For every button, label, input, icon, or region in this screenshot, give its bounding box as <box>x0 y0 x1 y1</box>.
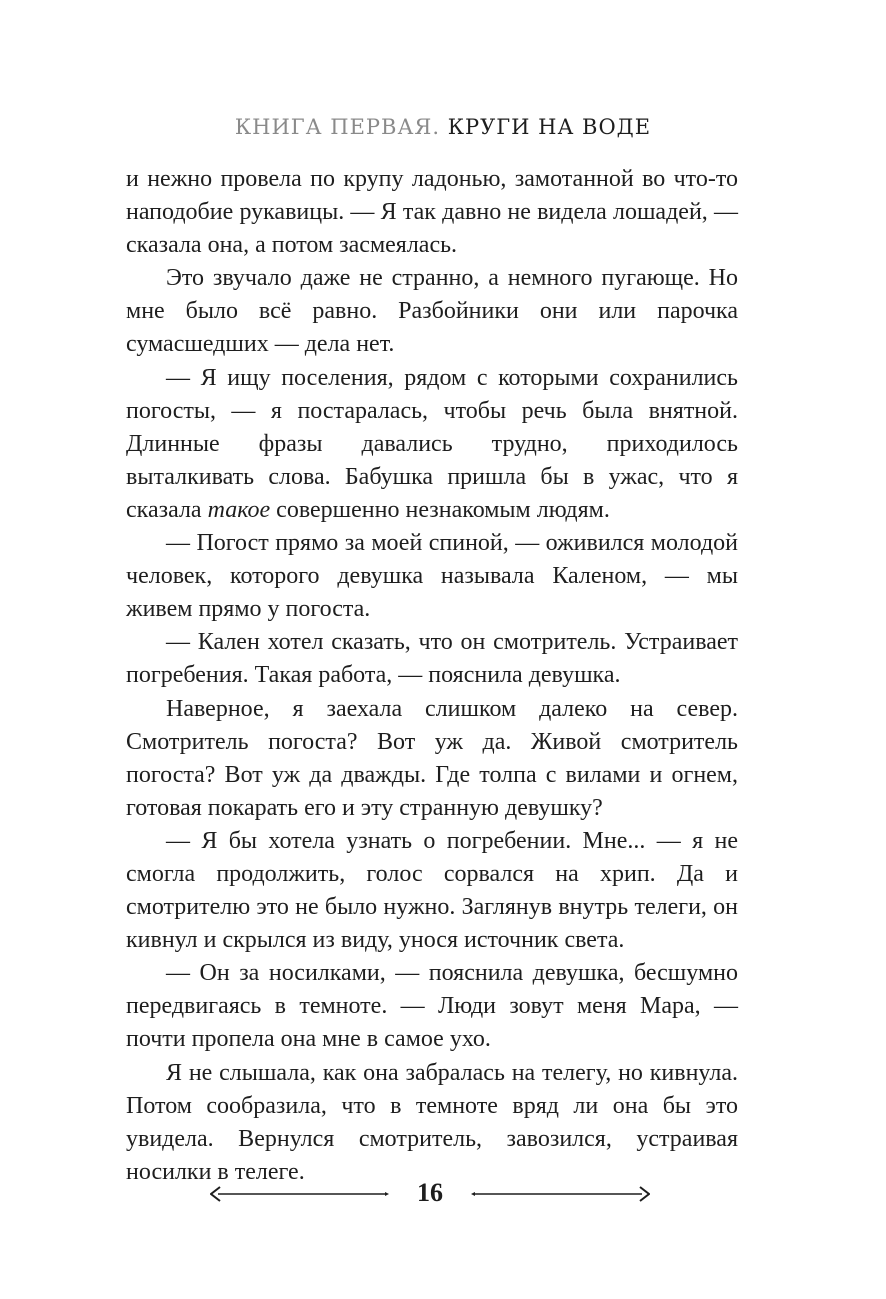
paragraph-text: — Я ищу поселения, рядом с которыми сохранились погосты, — я постаралась, чтобы речь была внятной. Длинные фразы давались трудно, приходилось выталкивать слова. Бабушка пришла бы в ужас, что я сказала <box>126 364 738 523</box>
paragraph: — Кален хотел сказать, что он смотритель. Устраивает погребения. Такая работа, — пояснила девушка. <box>126 629 738 689</box>
paragraph <box>126 362 738 527</box>
paragraph: — Он за носилками, — пояснила девушка, бесшумно передвигаясь в темноте. — Люди зовут меня Мара, — почти пропела она мне в самое ухо. <box>126 960 738 1053</box>
emphasis-text: такое <box>207 496 271 523</box>
paragraph: Наверное, я заехала слишком далеко на север. Смотритель погоста? Вот уж да. Живой смотритель погоста? Вот уж да дважды. Где толпа с вилами и огнем, готовая покарать его и эту странную девушку? <box>126 695 738 821</box>
paragraph: — Я бы хотела узнать о погребении. Мне... — я не смогла продолжить, голос сорвался на хрип. Да и смотрителю это не было нужно. Заглянув внутрь телеги, он кивнул и скрылся из виду, унося источник света. <box>126 827 738 954</box>
left-arrow-ornament <box>210 1186 390 1202</box>
body-text <box>126 163 738 1189</box>
right-arrow-ornament <box>470 1186 650 1202</box>
paragraph: и нежно провела по крупу ладонью, замотанной во что-то наподобие рукавицы. — Я так давно не видела лошадей, — сказала она, а потом засмеялась. <box>126 166 738 259</box>
paragraph: — Погост прямо за моей спиной, — оживился молодой человек, которого девушка называла Каленом, — мы живем прямо у погоста. <box>126 530 738 623</box>
part-title: КРУГИ НА ВОДЕ <box>447 115 652 139</box>
book-title: КНИГА ПЕРВАЯ. <box>234 115 440 139</box>
page-footer <box>210 1175 650 1215</box>
paragraph: Это звучало даже не странно, а немного пугающе. Но мне было всё равно. Разбойники они или парочка сумасшедших — дела нет. <box>126 265 738 358</box>
page-number: 16 <box>417 1178 443 1207</box>
paragraph: Я не слышала, как она забралась на телегу, но кивнула. Потом сообразила, что в темноте вряд ли она бы это увидела. Вернулся смотритель, завозился, устраивая носилки в телеге. <box>126 1059 738 1185</box>
paragraph-text: совершенно незнакомым людям. <box>270 496 610 523</box>
running-header <box>0 115 886 139</box>
